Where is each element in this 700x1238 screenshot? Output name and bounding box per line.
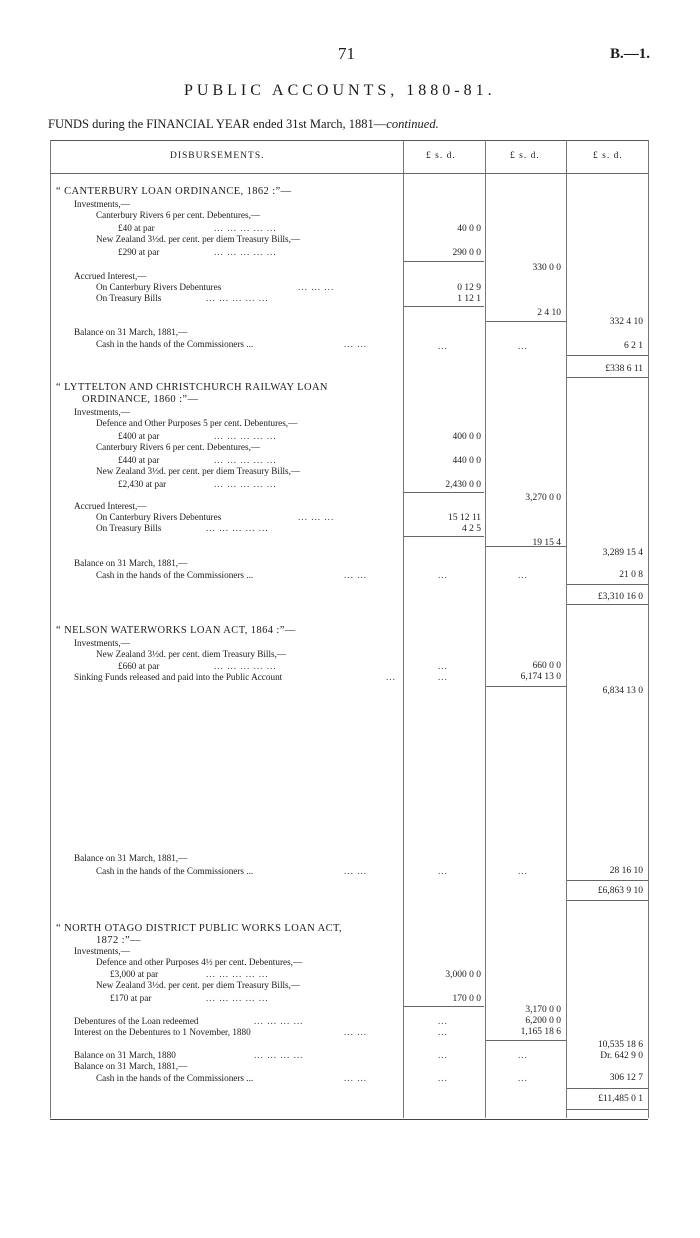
total-rule xyxy=(567,1109,648,1110)
header-col-3: £ s. d. xyxy=(593,151,623,161)
document-reference: B.—1. xyxy=(610,46,651,62)
label-debentures-par: £40 at par xyxy=(118,223,155,233)
dot-leader: ... ... ... xyxy=(298,282,335,292)
dot-leader: ... xyxy=(518,341,528,351)
label-debentures: Canterbury Rivers 6 per cent. Debentures,— xyxy=(96,442,261,452)
label-cash: Cash in the hands of the Commissioners ... xyxy=(96,339,254,349)
value-accrued-total: 2 4 10 xyxy=(537,308,561,318)
value-accrued-debentures: 15 12 11 xyxy=(448,513,481,523)
value-nelson-total: 6,834 13 0 xyxy=(602,686,643,696)
value-debentures: 40 0 0 xyxy=(457,224,481,234)
dot-leader: ... xyxy=(438,672,448,682)
label-interest: Interest on the Debentures to 1 November, 1880 xyxy=(74,1027,251,1037)
dot-leader: ... ... ... ... ... xyxy=(206,523,269,533)
value-lyttelton-total: 3,289 15 4 xyxy=(602,548,643,558)
label-accrued-debentures: On Canterbury Rivers Debentures xyxy=(96,512,222,522)
dot-leader: ... ... ... ... ... xyxy=(206,293,269,303)
dot-leader: ... xyxy=(438,1073,448,1083)
label-accrued-bills: On Treasury Bills xyxy=(96,523,162,533)
label-defence-par: £3,000 at par xyxy=(110,969,159,979)
label-balance: Balance on 31 March, 1881,— xyxy=(74,853,188,863)
section-heading-otago: “ NORTH OTAGO DISTRICT PUBLIC WORKS LOAN ACT, xyxy=(56,923,343,934)
dot-leader: ... ... ... ... ... xyxy=(214,455,277,465)
value-nelson-grand: £6,863 9 10 xyxy=(597,886,643,896)
label-sinking-funds: Sinking Funds released and paid into the Public Account xyxy=(74,672,283,682)
label-bills-par: £2,430 at par xyxy=(118,479,167,489)
dot-leader: ... ... xyxy=(344,1027,368,1037)
label-cash: Cash in the hands of the Commissioners ... xyxy=(96,866,254,876)
label-cash: Cash in the hands of the Commissioners ... xyxy=(96,1073,254,1083)
value-treasury-bills: 660 0 0 xyxy=(532,661,561,671)
label-treasury-bills: New Zealand 3½d. per cent. diem Treasury Bills,— xyxy=(96,649,287,659)
dot-leader: ... xyxy=(438,1027,448,1037)
value-lyttelton-grand: £3,310 16 0 xyxy=(597,592,643,602)
label-cash: Cash in the hands of the Commissioners ... xyxy=(96,570,254,580)
dot-leader: ... ... xyxy=(344,570,368,580)
label-balance: Balance on 31 March, 1881,— xyxy=(74,1061,188,1071)
sum-rule xyxy=(486,321,566,322)
label-balance: Balance on 31 March, 1881,— xyxy=(74,327,188,337)
label-investments: Investments,— xyxy=(74,407,130,417)
dot-leader: ... ... ... ... ... xyxy=(214,479,277,489)
dot-leader: ... ... xyxy=(344,866,368,876)
label-bills-par: £170 at par xyxy=(110,993,152,1003)
value-accrued-bills: 1 12 1 xyxy=(457,294,481,304)
section-heading-lyttelton: “ LYTTELTON AND CHRISTCHURCH RAILWAY LOAN xyxy=(56,382,328,393)
total-rule xyxy=(567,900,648,901)
value-investments-subtotal: 3,170 0 0 xyxy=(525,1005,561,1015)
value-defence: 400 0 0 xyxy=(452,432,481,442)
value-treasury-bills: 290 0 0 xyxy=(452,248,481,258)
dot-leader: ... ... xyxy=(344,339,368,349)
dot-leader: ... xyxy=(518,570,528,580)
column-divider-3 xyxy=(566,140,567,1118)
sum-rule xyxy=(567,1088,648,1089)
label-defence-par: £400 at par xyxy=(118,431,160,441)
label-balance-1880: Balance on 31 March, 1880 xyxy=(74,1050,176,1060)
sum-rule xyxy=(404,261,484,262)
dot-leader: ... xyxy=(438,661,448,671)
section-heading-nelson: “ NELSON WATERWORKS LOAN ACT, 1864 :”— xyxy=(56,625,296,636)
dot-leader: ... xyxy=(438,866,448,876)
label-investments: Investments,— xyxy=(74,199,130,209)
label-investments: Investments,— xyxy=(74,946,130,956)
label-investments: Investments,— xyxy=(74,638,130,648)
dot-leader: ... ... xyxy=(344,1073,368,1083)
total-rule xyxy=(567,604,648,605)
value-sinking-funds: 6,174 13 0 xyxy=(520,672,561,682)
label-treasury-bills: New Zealand 3½d. per cent. per diem Treasury Bills,— xyxy=(96,234,301,244)
section-heading-canterbury: “ CANTERBURY LOAN ORDINANCE, 1862 :”— xyxy=(56,186,292,197)
value-investments-subtotal: 3,270 0 0 xyxy=(525,493,561,503)
label-accrued-debentures: On Canterbury Rivers Debentures xyxy=(96,282,222,292)
dot-leader: ... xyxy=(438,1050,448,1060)
label-treasury-bills: New Zealand 3½d. per cent. per diem Treasury Bills,— xyxy=(96,466,301,476)
dot-leader: ... ... ... ... ... xyxy=(214,431,277,441)
value-accrued-total: 19 15 4 xyxy=(532,538,561,548)
value-canterbury-grand: £338 6 11 xyxy=(605,364,643,374)
dot-leader: ... ... ... ... ... xyxy=(214,223,277,233)
page-number: 71 xyxy=(338,44,355,63)
value-defence: 3,000 0 0 xyxy=(445,970,481,980)
subtitle-continued: continued. xyxy=(386,117,439,131)
dot-leader: ... ... ... ... xyxy=(254,1050,304,1060)
value-otago-cash: 306 12 7 xyxy=(609,1073,643,1083)
dot-leader: ... ... ... ... ... xyxy=(214,661,277,671)
label-accrued-bills: On Treasury Bills xyxy=(96,293,162,303)
sum-rule xyxy=(567,355,648,356)
sum-rule xyxy=(404,492,484,493)
label-defence-debentures: Defence and Other Purposes 5 per cent. Debentures,— xyxy=(96,418,298,428)
label-balance: Balance on 31 March, 1881,— xyxy=(74,558,188,568)
dot-leader: ... ... ... xyxy=(298,512,335,522)
column-divider-1 xyxy=(403,140,404,1118)
dot-leader: ... ... ... ... xyxy=(254,1016,304,1026)
page-title: PUBLIC ACCOUNTS, 1880-81. xyxy=(184,82,496,99)
table-border-left xyxy=(50,140,51,1118)
sum-rule xyxy=(567,880,648,881)
label-debentures-par: £440 at par xyxy=(118,455,160,465)
dot-leader: ... xyxy=(438,1016,448,1026)
dot-leader: ... xyxy=(518,866,528,876)
sum-rule xyxy=(486,686,566,687)
sum-rule xyxy=(567,584,648,585)
header-rule xyxy=(50,173,648,174)
total-rule xyxy=(567,377,648,378)
sum-rule xyxy=(404,1006,484,1007)
label-treasury-bills: New Zealand 3½d. per cent. per diem Treasury Bills,— xyxy=(96,980,301,990)
label-accrued-interest: Accrued Interest,— xyxy=(74,271,147,281)
label-defence-debentures: Defence and other Purposes 4½ per cent. Debentures,— xyxy=(96,957,303,967)
value-balance-1880: Dr. 642 9 0 xyxy=(600,1051,643,1061)
value-nelson-cash: 28 16 10 xyxy=(609,866,643,876)
label-accrued-interest: Accrued Interest,— xyxy=(74,501,147,511)
label-debentures-redeemed: Debentures of the Loan redeemed xyxy=(74,1016,199,1026)
dot-leader: ... xyxy=(438,570,448,580)
value-accrued-debentures: 0 12 9 xyxy=(457,283,481,293)
section-heading-lyttelton-cont: ORDINANCE, 1860 :”— xyxy=(82,394,199,405)
value-otago-total: 10,535 18 6 xyxy=(597,1040,643,1050)
dot-leader: ... xyxy=(438,341,448,351)
value-treasury-bills: 2,430 0 0 xyxy=(445,480,481,490)
value-interest: 1,165 18 6 xyxy=(520,1027,561,1037)
value-treasury-bills: 170 0 0 xyxy=(452,994,481,1004)
dot-leader: ... ... ... ... ... xyxy=(206,993,269,1003)
value-lyttelton-cash: 21 0 8 xyxy=(619,570,643,580)
value-canterbury-cash: 6 2 1 xyxy=(624,341,643,351)
page-subtitle xyxy=(48,117,439,132)
value-investments-subtotal: 330 0 0 xyxy=(532,263,561,273)
sum-rule xyxy=(486,546,566,547)
value-debentures-redeemed: 6,200 0 0 xyxy=(525,1016,561,1026)
dot-leader: ... xyxy=(518,1050,528,1060)
sum-rule xyxy=(404,306,484,307)
dot-leader: ... ... ... ... ... xyxy=(214,247,277,257)
label-bills-par: £660 at par xyxy=(118,661,160,671)
label-debentures: Canterbury Rivers 6 per cent. Debentures,— xyxy=(96,210,261,220)
sum-rule xyxy=(486,1040,566,1041)
sum-rule xyxy=(404,536,484,537)
header-col-2: £ s. d. xyxy=(510,151,540,161)
value-accrued-bills: 4 2 5 xyxy=(462,524,481,534)
header-col-1: £ s. d. xyxy=(426,151,456,161)
subtitle-main: FUNDS during the FINANCIAL YEAR ended 31st March, 1881— xyxy=(48,117,387,131)
header-disbursements: DISBURSEMENTS. xyxy=(170,151,265,161)
dot-leader: ... xyxy=(518,1073,528,1083)
section-heading-otago-cont: 1872 :”— xyxy=(96,935,141,946)
column-divider-2 xyxy=(485,140,486,1118)
dot-leader: ... ... ... ... ... xyxy=(206,969,269,979)
label-bills-par: £290 at par xyxy=(118,247,160,257)
table-border-right xyxy=(648,140,649,1118)
dot-leader: ... xyxy=(386,672,396,682)
value-canterbury-total: 332 4 10 xyxy=(609,317,643,327)
value-debentures: 440 0 0 xyxy=(452,456,481,466)
value-otago-grand: £11,485 0 1 xyxy=(598,1094,643,1104)
